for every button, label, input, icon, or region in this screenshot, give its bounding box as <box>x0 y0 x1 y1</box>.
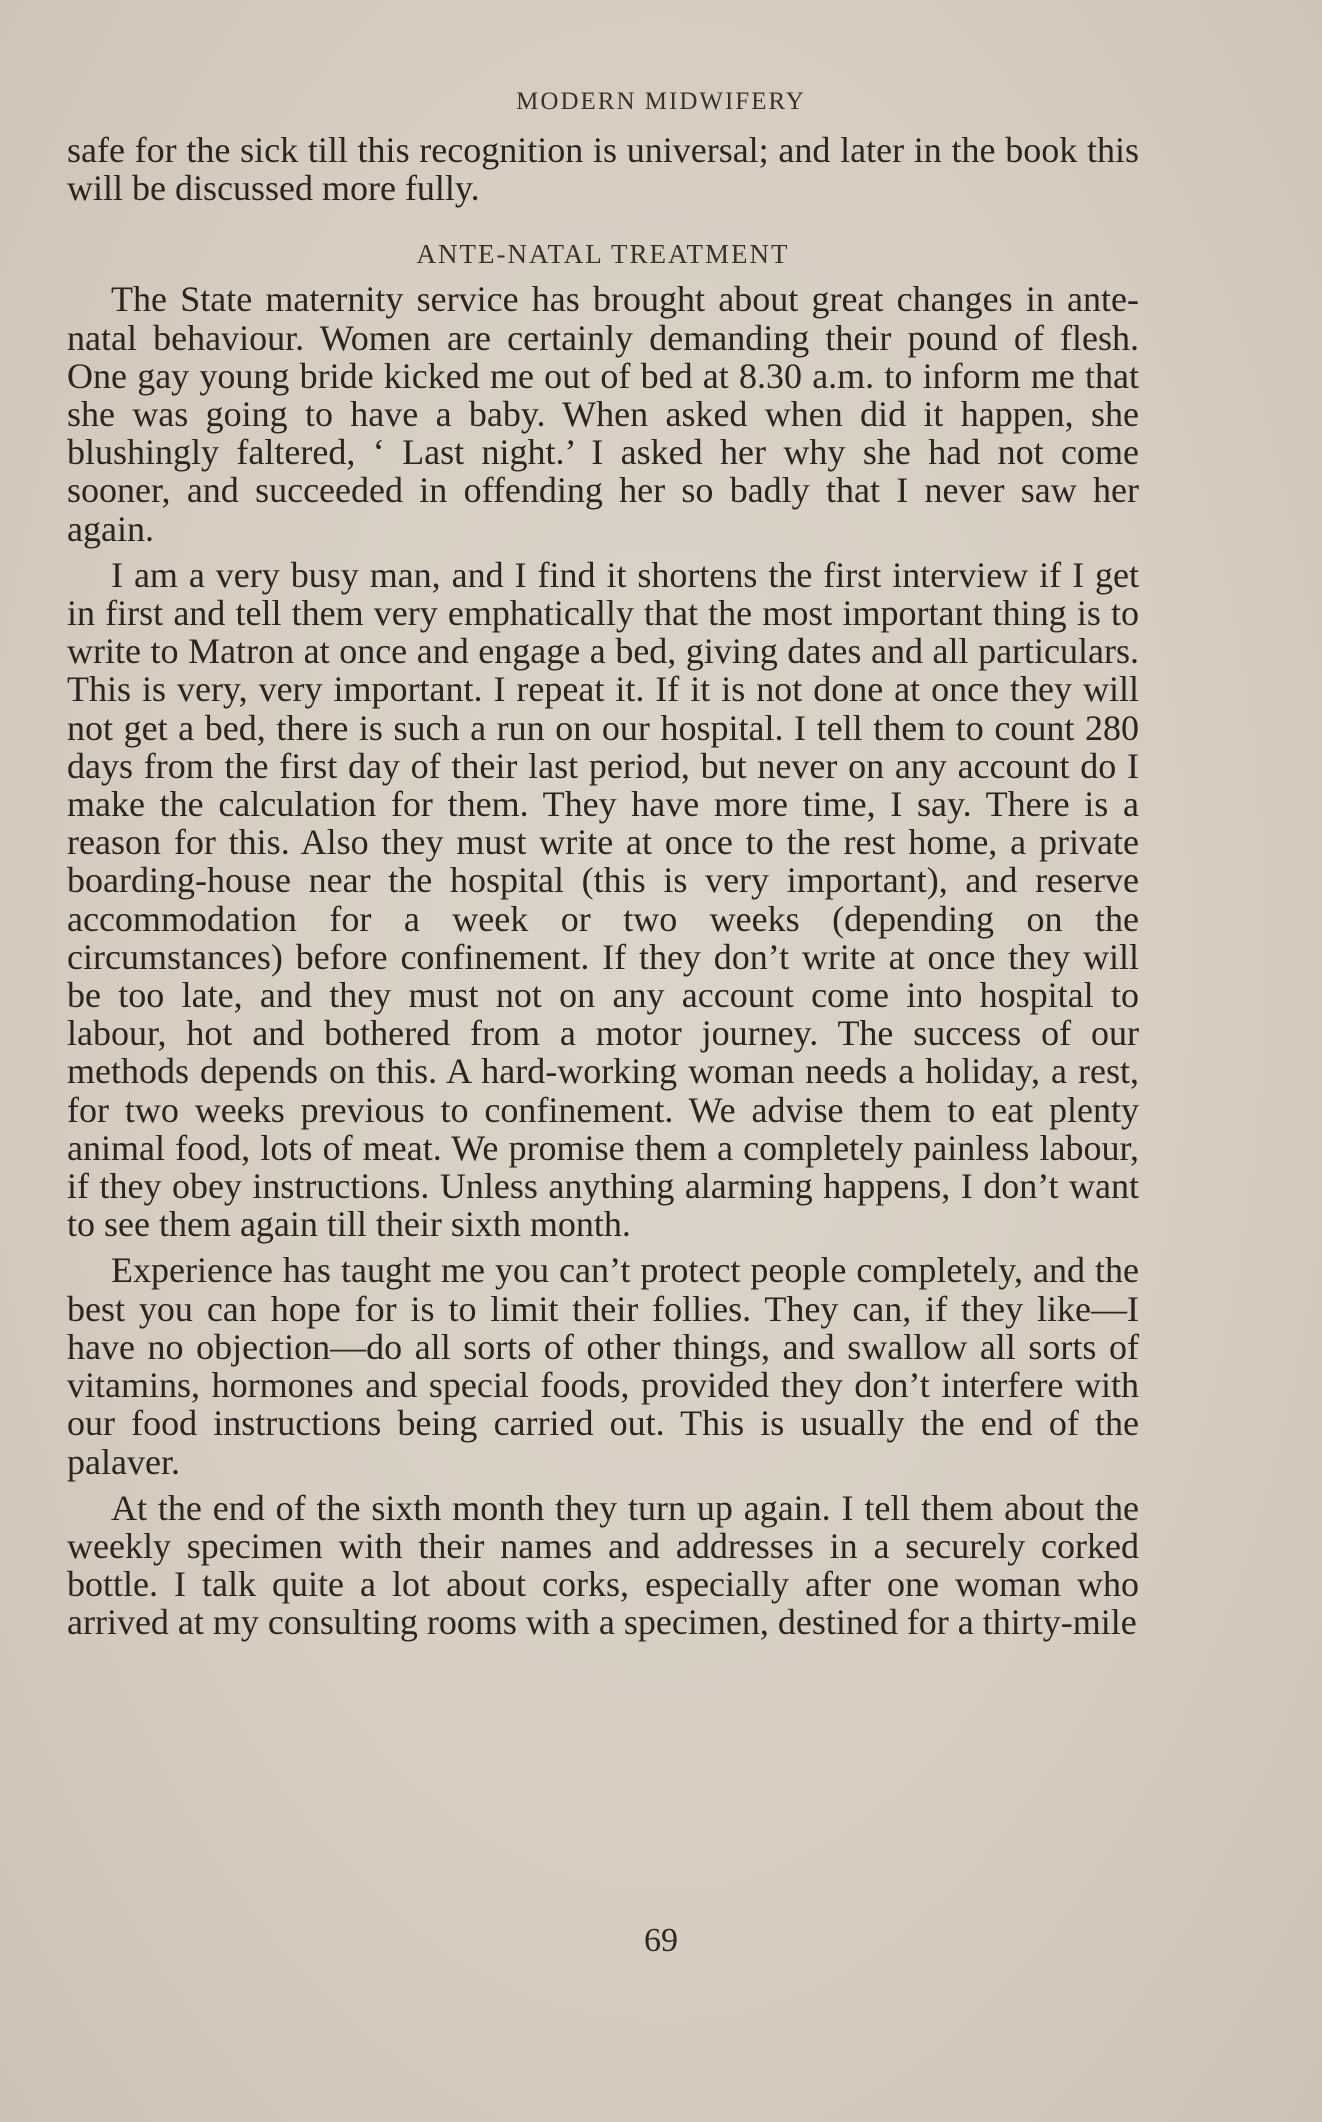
page-number: 69 <box>644 1922 678 1959</box>
body-paragraph: The State maternity service has brought about great changes in ante-natal behaviour. Women are certainly demanding their pound of flesh. One gay young bride kicked me out of bed at 8.30 a.m. to inform me that she was going to have a baby. When asked when did it happen, she blushingly faltered, ‘ Last night.’ I asked her why she had not come sooner, and succeeded in offending her so badly that I never saw her again. <box>67 279 1139 549</box>
running-head: MODERN MIDWIFERY <box>516 88 806 115</box>
body-paragraph: I am a very busy man, and I find it shortens the first interview if I get in first and tell them very emphatically that the most important thing is to write to Matron at once and engage a bed, giving dates and all particulars. This is very, very important. I repeat it. If it is not done at once they will not get a bed, there is such a run on our hospital. I tell them to count 280 days from the first day of their last period, but never on any account do I make the calculation for them. They have more time, I say. There is a reason for this. Also they must write at once to the rest home, a private boarding-house near the hospital (this is very important), and reserve accommodation for a week or two weeks (depending on the circumstances) before confinement. If they don’t write at once they will be too late, and they must not on any account come into hospital to labour, hot and bothered from a motor journey. The success of our methods depends on this. A hard-working woman needs a holiday, a rest, for two weeks previous to confinement. We advise them to eat plenty animal food, lots of meat. We promise them a completely painless labour, if they obey instructions. Unless anything alarming happens, I don’t want to see them again till their sixth month. <box>67 554 1139 1245</box>
body-paragraph: At the end of the sixth month they turn up again. I tell them about the weekly specimen with their names and addresses in a securely corked bottle. I talk quite a lot about corks, especially after one woman who arrived at my consulting rooms with a specimen, destined for a thirty-mile <box>67 1487 1139 1643</box>
text-column <box>67 131 1139 1642</box>
continuation-paragraph: safe for the sick till this recognition is universal; and later in the book this will be discussed more fully. <box>67 130 1139 209</box>
section-heading: ANTE-NATAL TREATMENT <box>416 239 790 270</box>
body-paragraph: Experience has taught me you can’t protect people completely, and the best you can hope for is to limit their follies. They can, if they like—I have no objection—do all sorts of other things, and swallow all sorts of vitamins, hormones and special foods, provided they don’t interfere with our food instructions being carried out. This is usually the end of the palaver. <box>67 1250 1139 1482</box>
